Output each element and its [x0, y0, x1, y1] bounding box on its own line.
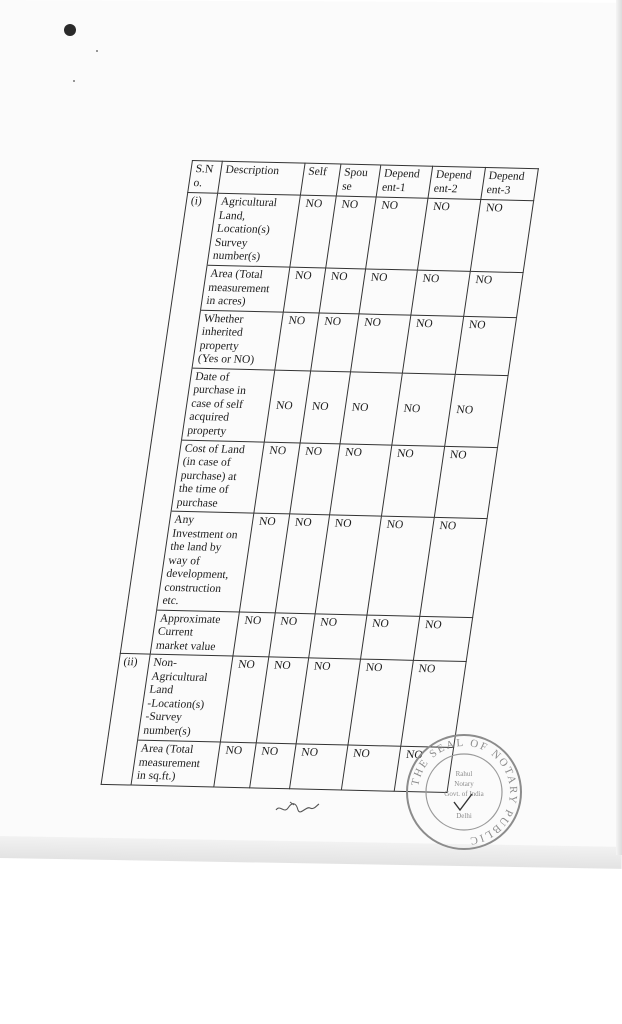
table-row	[162, 309, 516, 375]
cell-self: NO	[233, 612, 275, 657]
cell-dependent-1: NO	[296, 658, 360, 745]
cell-spouse: NO	[275, 514, 329, 613]
cell-serial-number: (i)	[177, 193, 217, 266]
scan-speck	[73, 80, 75, 82]
cell-dependent-3: NO	[394, 746, 453, 792]
cell-dependent-2: NO	[341, 745, 400, 791]
cell-dependent-1: NO	[359, 269, 417, 315]
cell-dependent-1: NO	[290, 744, 348, 790]
cell-description: Area (Total measurement in sq.ft.)	[131, 740, 220, 786]
header-sno: S.N o.	[188, 161, 223, 194]
header-spouse: Spou se	[336, 164, 381, 197]
punch-hole-mark	[64, 24, 76, 36]
cell-serial-number: (ii)	[108, 653, 150, 740]
cell-description: Whether inherited property (Yes or NO)	[192, 310, 283, 370]
table-row	[141, 439, 497, 519]
cell-dependent-3: NO	[413, 616, 472, 662]
cell-dependent-1: NO	[315, 515, 381, 615]
cell-dependent-3: NO	[470, 199, 533, 272]
cell-spouse: NO	[269, 612, 315, 657]
cell-dependent-3: NO	[420, 517, 487, 617]
scan-speck	[96, 50, 98, 52]
cell-dependent-2: NO	[381, 445, 444, 518]
cell-description: Cost of Land (in case of purchase) at the time of purchase	[171, 440, 264, 513]
cell-dependent-3: NO	[401, 660, 466, 747]
cell-spouse: NO	[256, 657, 308, 744]
header-self: Self	[300, 163, 341, 196]
cell-dependent-1: NO	[330, 443, 392, 516]
cell-dependent-3: NO	[445, 374, 508, 447]
table-row	[127, 510, 487, 617]
cell-dependent-1: NO	[340, 371, 402, 444]
cell-spouse: NO	[300, 370, 350, 443]
cell-description: Approximate Current market value	[150, 610, 239, 656]
stamp-inner-text: Delhi	[456, 812, 472, 820]
header-dependent-2: Depend ent-2	[428, 166, 486, 199]
cell-dependent-3: NO	[464, 271, 523, 317]
cell-self: NO	[290, 195, 336, 268]
cell-dependent-2: NO	[411, 270, 470, 316]
header-dependent-1: Depend ent-1	[376, 165, 433, 198]
cell-dependent-2: NO	[417, 198, 480, 271]
notary-seal-stamp	[404, 732, 524, 852]
cell-dependent-2: NO	[348, 659, 413, 746]
cell-self: NO	[264, 370, 310, 443]
cell-dependent-2: NO	[361, 615, 420, 661]
cell-self: NO	[239, 513, 289, 612]
stamp-inner-text: Notary	[454, 780, 474, 788]
cell-dependent-1: NO	[351, 313, 411, 372]
cell-dependent-3: NO	[455, 316, 516, 375]
cell-spouse: NO	[290, 442, 340, 514]
svg-text:THE SEAL OF NOTARY PUBLIC: THE SEAL OF NOTARY PUBLIC	[409, 736, 520, 847]
cell-self: NO	[220, 656, 268, 743]
cell-self: NO	[214, 742, 256, 787]
table-row	[101, 739, 453, 792]
cell-description: Date of purchase in case of self acquired property	[182, 368, 275, 442]
cell-dependent-2: NO	[367, 516, 434, 616]
cell-spouse: NO	[319, 268, 365, 313]
cell-self: NO	[254, 442, 300, 514]
cell-description: Agricultural Land, Location(s) Survey number(s)	[207, 193, 300, 267]
header-description: Description	[218, 161, 305, 195]
cell-spouse: NO	[311, 312, 359, 371]
cell-description: Area (Total measurement in acres)	[201, 265, 290, 311]
table-row	[177, 193, 533, 273]
cell-description: Non- Agricultural Land -Location(s) -Survey number(s)	[138, 654, 233, 742]
cell-dependent-1: NO	[309, 613, 367, 659]
table-row	[152, 367, 508, 447]
cell-dependent-2: NO	[392, 373, 455, 446]
handwritten-signature	[272, 796, 322, 820]
cell-spouse: NO	[250, 743, 296, 788]
cell-spouse: NO	[326, 196, 376, 269]
cell-self: NO	[275, 312, 319, 371]
stamp-inner-text: Rahul	[455, 770, 473, 778]
cell-dependent-2: NO	[402, 315, 463, 374]
page-right-edge	[616, 0, 622, 855]
header-dependent-3: Depend ent-3	[481, 167, 539, 200]
stamp-inner-text: Govt. of India	[444, 790, 484, 798]
cell-self: NO	[283, 267, 325, 312]
cell-description: Any Investment on the land by way of development, construction etc.	[157, 511, 254, 611]
cell-dependent-1: NO	[366, 197, 428, 270]
cell-dependent-3: NO	[434, 446, 497, 519]
